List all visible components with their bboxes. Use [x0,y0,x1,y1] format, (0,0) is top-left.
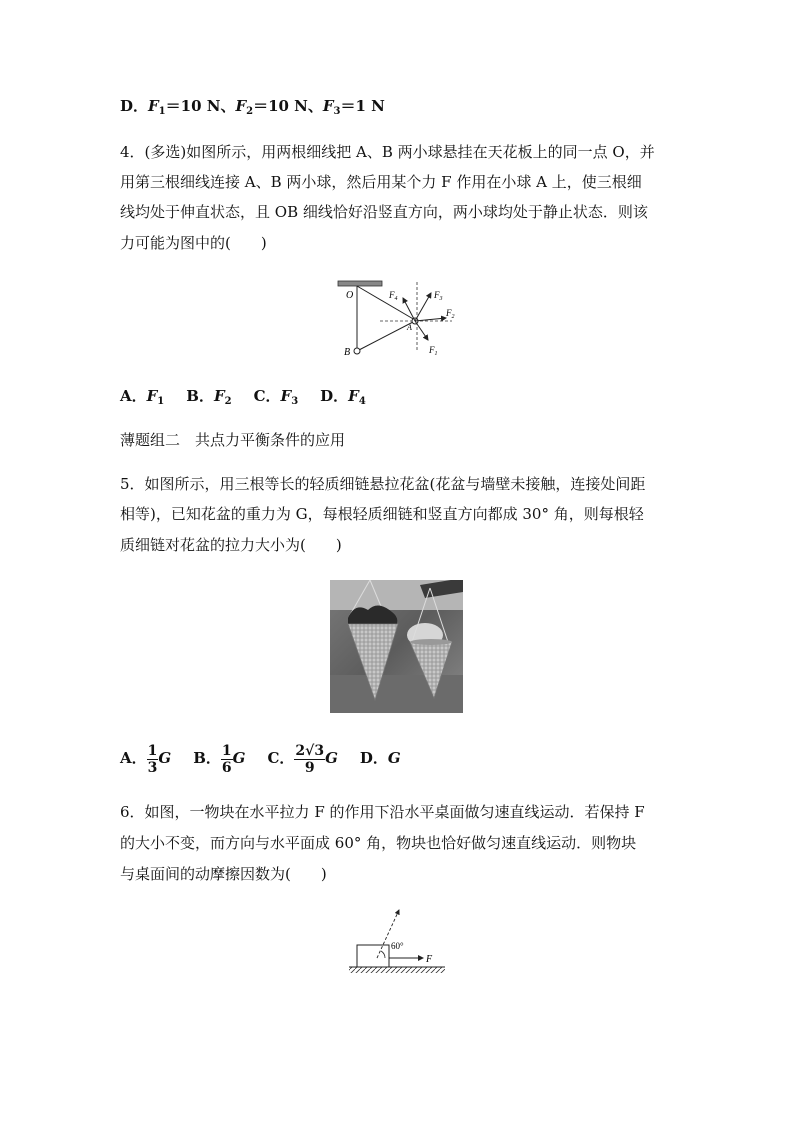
fraction: $\frac{1}{6}$ [221,742,232,776]
q5-options [120,740,423,776]
q4-force-diagram [330,278,470,364]
label-b: B [344,347,351,358]
q4-option-a: A．$F_1$ [120,387,165,407]
force-f2-arrow [415,318,446,321]
q5-text-line-3: 质细链对花盆的拉力大小为( ) [120,536,342,554]
label-f3: $F_3$ [434,290,443,302]
q4-options [120,386,388,412]
angle-label: 60° [391,941,404,951]
hanging-flowerpot-photo [330,580,463,713]
q5-text-line-1: 5．如图所示，用三根等长的轻质细链悬拉花盆(花盆与墙壁未接触，连接处间距 [120,475,646,493]
label-f1: $F_1$ [429,345,438,357]
q4-text-line-2: 用第三根细线连接 A、B 两小球，然后用某个力 F 作用在小球 A 上，使三根细 [120,173,642,191]
q4-text-line-4: 力可能为图中的( ) [120,234,267,252]
label-f2: $F_2$ [446,308,455,320]
section-heading: 薄题组二 共点力平衡条件的应用 [120,431,346,449]
q6-block-diagram [345,904,455,978]
q5-option-b: B． $\frac{1}{6}$ G [193,742,246,776]
q6-text-line-1: 6．如图，一物块在水平拉力 F 的作用下沿水平桌面做匀速直线运动．若保持 F [120,803,645,821]
q4-option-d: D．$F_4$ [320,387,366,407]
option-label: D． [120,97,149,115]
fraction: $\frac{1}{3}$ [147,742,158,776]
ceiling [338,281,382,286]
fraction: $\frac{2√3}{9}$ [295,742,325,776]
basket-small-rim [410,639,452,645]
label-a: A [407,323,412,332]
label-o: O [346,290,354,301]
ball-b [354,348,360,354]
q4-text-line-3: 线均处于伸直状态，且 OB 细线恰好沿竖直方向，两小球均处于静止状态．则该 [120,203,648,221]
q5-text-line-2: 相等)，已知花盆的重力为 G，每根轻质细链和竖直方向都成 30° 角，则每根轻 [120,505,644,523]
table-surface-hatch [349,967,445,973]
force-label: F [426,954,433,965]
q6-text-line-3: 与桌面间的动摩擦因数为( ) [120,865,327,883]
q3-option-d: D．$F_1=10$ N、$F_2=10$ N、$F_3=1$ N [120,97,385,117]
q4-text-line-1: 4．(多选)如图所示，用两根细线把 A、B 两小球悬挂在天花板上的同一点 O，并 [120,143,655,161]
q4-option-b: B．$F_2$ [186,387,232,407]
q4-option-c: C．$F_3$ [253,387,299,407]
background-ground [330,675,463,713]
block [357,945,389,967]
string-ab [359,322,413,350]
q5-option-d: D．G [359,749,401,767]
q5-option-a: A． $\frac{1}{3}$ G [120,742,172,776]
string-oa [357,286,415,320]
force-f4-arrow [403,298,415,321]
q6-text-line-2: 的大小不变，而方向与水平面成 60° 角，物块也恰好做匀速直线运动．则物块 [120,834,637,852]
q5-option-c: C． $\frac{2√3}{9}$ G [267,742,338,776]
label-f4: $F_4$ [389,290,398,302]
